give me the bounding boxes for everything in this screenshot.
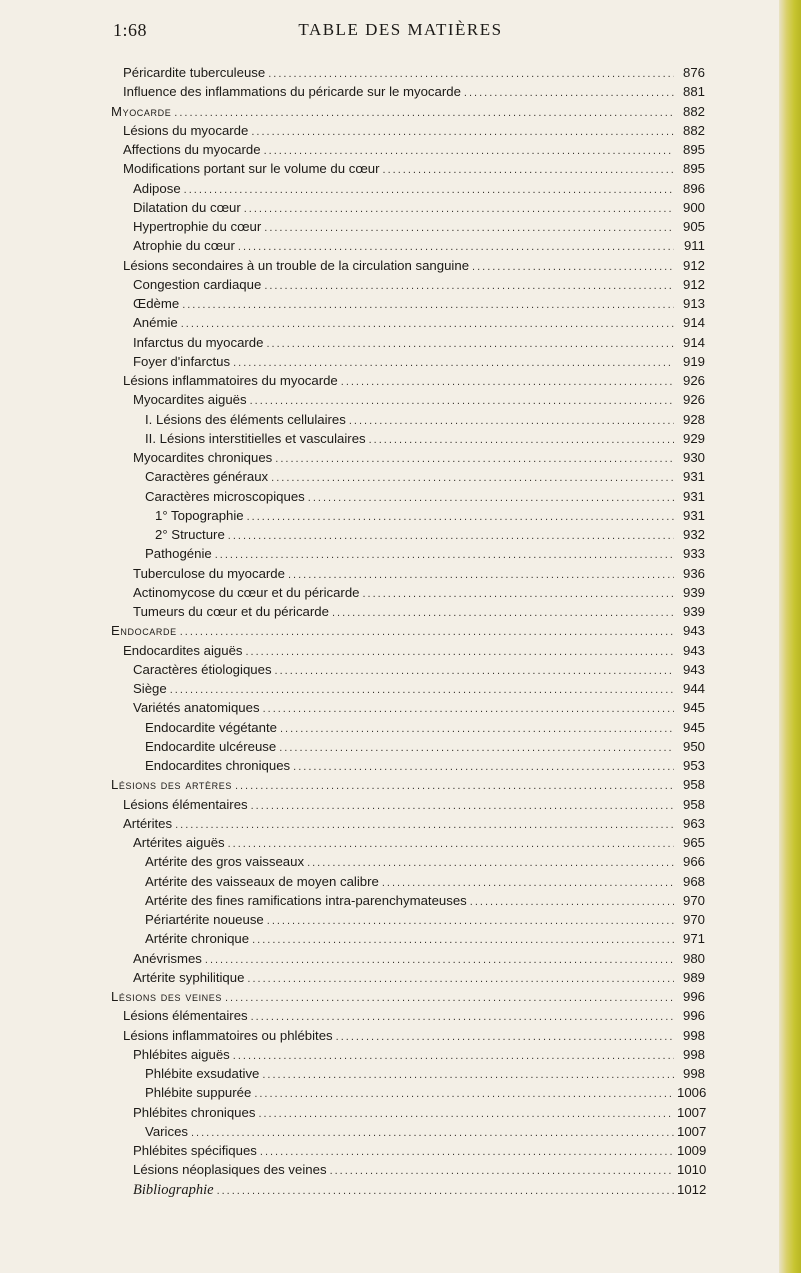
dot-leader [233,354,674,373]
toc-entry [123,140,705,159]
toc-entry-page: 958 [682,796,705,812]
toc-entry-page: 882 [682,103,705,119]
dot-leader [250,392,674,411]
toc-entry-label: Œdème [133,296,180,311]
toc-entry-label: Lésions des artères [111,777,232,793]
dot-leader [288,566,674,585]
toc-entry-page: 912 [682,257,705,273]
toc-entry-label: Modifications portant sur le volume du cœur [123,161,380,177]
toc-entry [155,506,705,525]
dot-leader [383,161,674,180]
toc-entry-label: Phlébites spécifiques [133,1143,257,1158]
dot-leader [280,720,674,739]
toc-entry-label: Caractères généraux [145,469,269,485]
toc-entry [133,679,705,698]
toc-entry-label: Caractères microscopiques [145,488,305,504]
toc-entry [133,390,705,409]
toc-entry-page: 970 [682,912,705,927]
dot-leader [225,989,674,1008]
toc-entry-label: Bibliographie [133,1181,214,1198]
toc-entry [133,602,705,621]
toc-entry-label: Anévrismes [133,950,202,966]
dot-leader [244,200,674,219]
toc-entry [123,795,705,814]
dot-leader [174,104,674,123]
toc-entry-label: Siège [133,681,167,696]
toc-entry-page: 963 [682,815,705,831]
toc-entry [133,448,705,467]
dot-leader [217,1182,674,1201]
toc-entry [145,891,705,910]
toc-entry-label: Affections du myocarde [123,142,261,157]
toc-entry [133,583,705,602]
toc-entry-page: 928 [682,411,705,427]
toc-entry-page: 980 [682,950,705,966]
toc-entry [133,1160,705,1179]
toc-entry-page: 896 [682,180,705,196]
toc-entry-label: Tuberculose du myocarde [133,565,285,581]
toc-entry-page: 1006 [677,1085,707,1101]
toc-entry-label: Périartérite noueuse [145,912,264,927]
toc-entry-label: Artérite chronique [145,931,250,947]
toc-entry-label: Myocardites aiguës [133,392,247,408]
toc-entry-page: 996 [682,989,705,1004]
toc-entry-page: 931 [682,488,705,504]
toc-entry-page: 1009 [677,1143,707,1158]
toc-entry-label: Congestion cardiaque [133,276,262,292]
dot-leader [336,1028,674,1047]
toc-entry-label: Caractères étiologiques [133,661,272,677]
toc-entry [133,833,705,852]
toc-entry-label: Myocarde [111,103,172,119]
toc-entry-label: Artérite des gros vaisseaux [145,854,305,870]
toc-entry [111,775,705,794]
toc-entry [111,102,705,121]
toc-entry-label: Pathogénie [145,546,212,562]
toc-entry [123,641,705,660]
toc-entry [145,429,705,448]
dot-leader [228,835,674,854]
toc-entry-page: 933 [682,546,705,562]
toc-entry-page: 882 [682,122,705,138]
toc-entry-page: 953 [682,758,705,773]
toc-entry-label: Artérite des fines ramifications intra-parenchymateuses [145,892,467,908]
toc-entry-page: 914 [682,334,705,350]
toc-entry-page: 996 [682,1008,705,1024]
dot-leader [341,373,674,392]
toc-entry [145,1083,705,1102]
toc-entry [133,236,705,255]
toc-entry [133,294,705,313]
toc-entry-page: 905 [682,219,705,234]
toc-entry [145,872,705,891]
toc-entry-label: Phlébite exsudative [145,1066,260,1081]
toc-entry-label: Lésions secondaires à un trouble de la circulation sanguine [123,257,470,273]
toc-entry-label: Foyer d'infarctus [133,353,231,369]
toc-entry-page: 931 [682,507,705,523]
dot-leader [254,1085,674,1104]
toc-entry-page: 914 [682,315,705,331]
toc-entry-label: Endocardite ulcéreuse [145,738,277,754]
toc-entry-label: Variétés anatomiques [133,700,260,716]
toc-entry [145,929,705,948]
dot-leader [264,142,674,161]
toc-entry [123,256,705,275]
toc-entry-page: 932 [682,527,705,542]
toc-entry [133,660,705,679]
toc-entry [111,987,705,1006]
toc-entry-label: Phlébites chroniques [133,1104,256,1120]
dot-leader [170,681,674,700]
toc-entry [145,1064,705,1083]
toc-entry-label: I. Lésions des éléments cellulaires [145,411,346,427]
dot-leader [246,643,675,662]
toc-entry-label: Phlébite suppurée [145,1085,252,1101]
toc-entry-page: 943 [682,642,705,658]
toc-entry-label: Tumeurs du cœur et du péricarde [133,604,329,619]
toc-entry [123,1026,705,1045]
toc-entry [133,1180,705,1199]
toc-entry [133,198,705,217]
dot-leader [258,1105,674,1124]
toc-entry-page: 919 [682,353,705,369]
toc-entry-page: 998 [682,1027,705,1043]
toc-entry-page: 913 [682,296,705,311]
toc-entry-label: Artérite des vaisseaux de moyen calibre [145,873,379,889]
dot-leader [251,123,674,142]
toc-entry [133,564,705,583]
toc-entry [133,333,705,352]
toc-entry-page: 895 [682,161,705,177]
dot-leader [266,335,674,354]
running-title: TABLE DES MATIÈRES [298,20,503,39]
dot-leader [184,181,674,200]
toc-entry-page: 1007 [677,1104,707,1120]
toc-entry-page: 965 [682,835,705,850]
dot-leader [191,1124,674,1143]
dot-leader [472,258,674,277]
toc-entry-page: 971 [682,931,705,947]
dot-leader [182,296,674,315]
toc-entry-page: 998 [682,1046,705,1062]
dot-leader [238,238,674,257]
toc-entry-page: 998 [682,1066,705,1081]
toc-entry-page: 926 [682,392,705,408]
toc-entry-label: Péricardite tuberculeuse [123,65,266,80]
toc-entry-label: Endocarde [111,623,177,639]
toc-entry-label: Infarctus du myocarde [133,334,264,350]
toc-entry-label: Artérites [123,815,173,831]
toc-entry [123,159,705,178]
page-edge [779,0,801,1273]
dot-leader [267,912,674,931]
toc-entry [145,910,705,929]
toc-entry-label: Lésions néoplasiques des veines [133,1162,327,1178]
toc-entry-label: Influence des inflammations du péricarde sur le myocarde [123,84,461,100]
toc-entry [123,371,705,390]
toc-entry-label: Myocardites chroniques [133,450,273,465]
toc-entry-label: Endocardites chroniques [145,758,291,773]
dot-leader [275,662,674,681]
toc-entry-page: 876 [682,65,705,80]
toc-entry-page: 970 [682,892,705,908]
toc-entry-label: Artérites aiguës [133,835,225,850]
dot-leader [228,527,674,546]
toc-entry-page: 929 [682,430,705,446]
dot-leader [180,623,674,642]
toc-entry-page: 931 [682,469,705,485]
toc-entry-label: Endocardite végétante [145,719,277,735]
toc-entry-label: Dilatation du cœur [133,199,241,215]
dot-leader [293,758,674,777]
toc-entry-page: 944 [682,681,705,696]
toc-entry [145,487,705,506]
toc-entry [145,1122,705,1141]
toc-entry-page: 1012 [677,1181,707,1197]
toc-entry-page: 1007 [677,1123,707,1139]
dot-leader [233,1047,674,1066]
toc-entry-page: 900 [682,199,705,215]
toc-entry [133,949,705,968]
toc-entry-label: 1° Topographie [155,507,244,523]
toc-entry [133,352,705,371]
dot-leader [307,854,674,873]
toc-entry-label: Lésions des veines [111,989,222,1004]
toc-entry-page: 958 [682,777,705,793]
toc-entry [133,1045,705,1064]
dot-leader [264,277,674,296]
dot-leader [252,931,674,950]
toc-entry-label: Lésions du myocarde [123,122,249,138]
toc-entry [145,410,705,429]
toc-entry-label: Artérite syphilitique [133,969,245,985]
toc-entry [123,1006,705,1025]
toc-entry-page: 912 [682,276,705,292]
dot-leader [247,508,674,527]
toc-entry-label: Atrophie du cœur [133,238,235,254]
toc-entry [123,63,705,82]
page-header [0,20,760,44]
dot-leader [251,1008,674,1027]
dot-leader [268,65,674,84]
toc-entry-label: Adipose [133,180,181,196]
toc-entry [123,82,705,101]
toc-entry [133,968,705,987]
dot-leader [330,1162,674,1181]
toc-entry [145,544,705,563]
toc-entry-page: 966 [682,854,705,870]
toc-entry-page: 930 [682,450,705,465]
dot-leader [464,84,674,103]
toc-entry-page: 943 [682,623,705,639]
dot-leader [470,893,674,912]
toc-entry-label: Actinomycose du cœur et du péricarde [133,584,360,600]
dot-leader [332,604,674,623]
dot-leader [262,1066,674,1085]
toc-entry-label: Lésions inflammatoires ou phlébites [123,1027,333,1043]
toc-entry [145,852,705,871]
toc-entry [133,313,705,332]
toc-entry-label: 2° Structure [155,527,225,542]
toc-entry [145,737,705,756]
toc-entry [133,179,705,198]
dot-leader [181,315,674,334]
dot-leader [271,469,674,488]
toc-entry [111,621,705,640]
dot-leader [235,777,674,796]
toc-entry-page: 945 [682,719,705,735]
dot-leader [308,489,674,508]
toc-entry-label: Lésions élémentaires [123,1008,248,1024]
toc-entry-page: 936 [682,565,705,581]
toc-entry-page: 895 [682,142,705,157]
toc-entry [145,756,705,775]
toc-entry [133,1141,705,1160]
toc-entry-label: II. Lésions interstitielles et vasculaires [145,430,366,446]
toc-entry-page: 939 [682,584,705,600]
dot-leader [275,450,674,469]
dot-leader [279,739,674,758]
toc-entry-label: Lésions élémentaires [123,796,248,812]
toc-entry [133,275,705,294]
toc-entry-page: 881 [682,84,705,100]
dot-leader [205,951,674,970]
dot-leader [264,219,674,238]
toc-entry [145,718,705,737]
toc-entry [123,814,705,833]
dot-leader [215,546,674,565]
toc-entry-label: Phlébites aiguës [133,1046,230,1062]
toc-entry-label: Anémie [133,315,178,331]
dot-leader [263,700,674,719]
toc-entry-page: 1010 [677,1162,707,1178]
toc-entry-page: 911 [683,238,705,254]
toc-entry-label: Hypertrophie du cœur [133,219,262,234]
dot-leader [247,970,674,989]
dot-leader [260,1143,674,1162]
toc-entry [133,698,705,717]
toc-entry-page: 945 [682,700,705,716]
toc-entry-page: 989 [682,969,705,985]
toc-entry [155,525,705,544]
page-number: 1:68 [113,20,148,40]
toc-entry [123,121,705,140]
dot-leader [251,797,674,816]
toc-entry-page: 939 [682,604,705,619]
toc-entry-label: Varices [145,1123,188,1139]
toc-entry-page: 968 [682,873,705,889]
dot-leader [349,412,674,431]
dot-leader [369,431,674,450]
toc-entry [145,467,705,486]
toc-entry [133,217,705,236]
toc-entry-page: 950 [682,738,705,754]
toc-entry-label: Endocardites aiguës [123,642,243,658]
toc-entry-label: Lésions inflammatoires du myocarde [123,373,338,388]
toc-entry-page: 926 [682,373,705,388]
dot-leader [363,585,675,604]
dot-leader [382,874,674,893]
toc-entry [133,1103,705,1122]
toc-entry-page: 943 [682,661,705,677]
dot-leader [175,816,674,835]
